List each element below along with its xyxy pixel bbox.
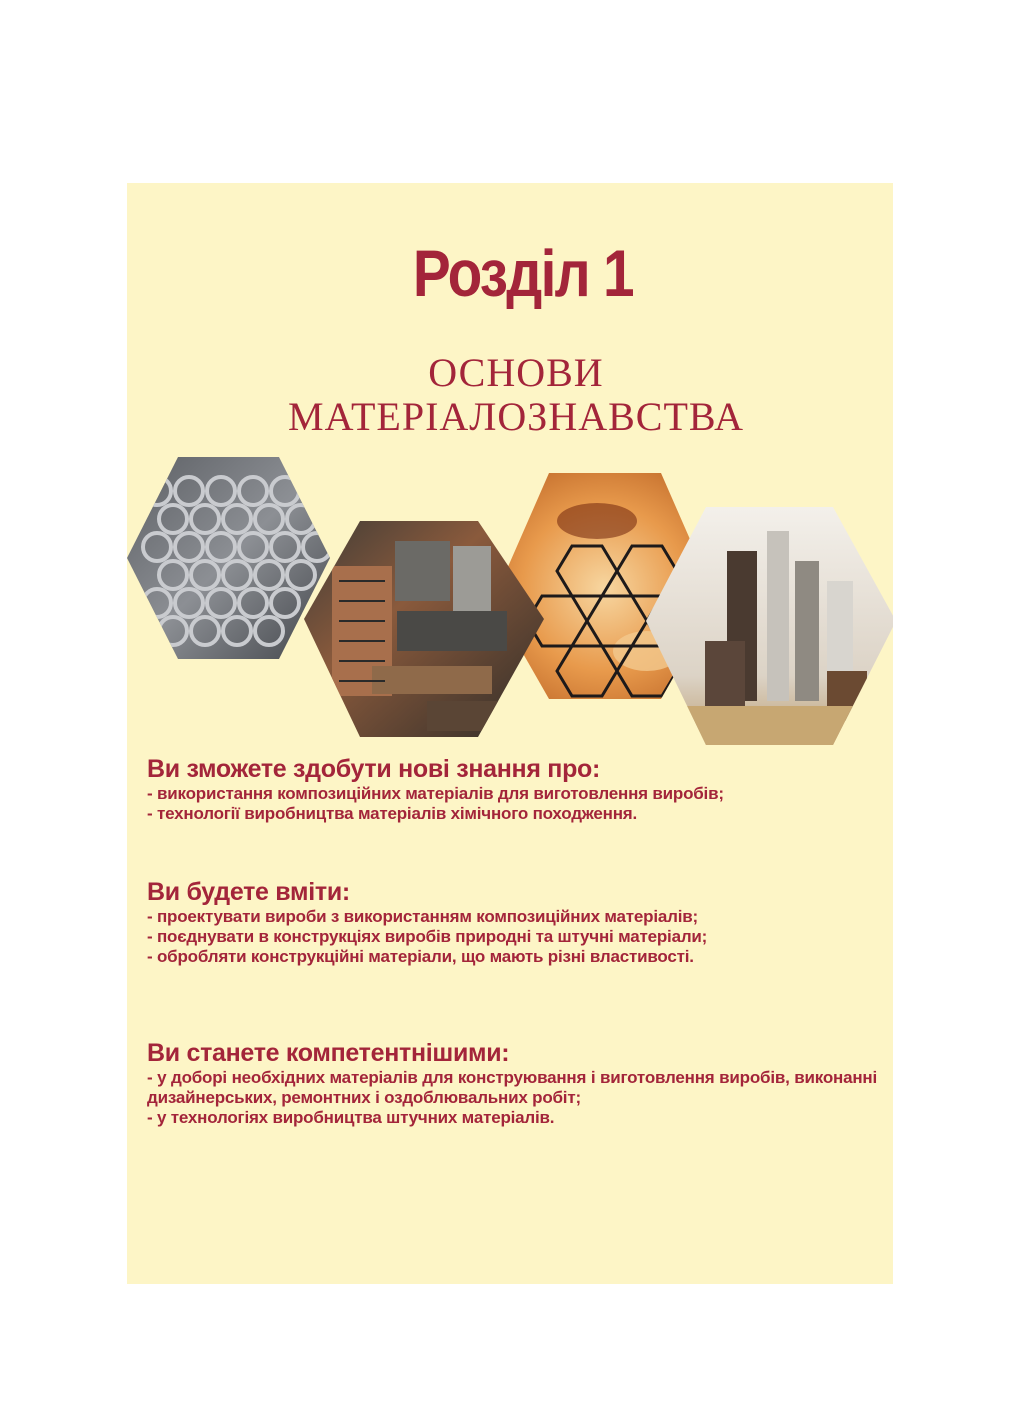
subtitle-line-1: ОСНОВИ: [428, 350, 604, 395]
hexagon-image-collage: [127, 451, 893, 747]
section-heading: Ви зможете здобути нові знання про:: [147, 755, 601, 783]
graphene-lattice-image: [127, 451, 337, 661]
page-panel: [127, 183, 893, 1284]
list-item: - у технологіях виробництва штучних матеріалів.: [147, 1108, 555, 1127]
composite-decking-image: [297, 516, 552, 741]
list-item: - у доборі необхідних матеріалів для конструювання і виготовлення виробів, виконанні дизайнерських, ремонтних і оздоблювальних робіт;: [147, 1068, 877, 1107]
list-item: - обробляти конструкційні матеріали, що мають різні властивості.: [147, 947, 694, 966]
section-knowledge: [147, 755, 877, 824]
subtitle-line-2: МАТЕРІАЛОЗНАВСТВА: [288, 394, 744, 439]
section-heading: Ви станете компетентнішими:: [147, 1039, 510, 1067]
list-item: - використання композиційних матеріалів для виготовлення виробів;: [147, 784, 724, 803]
list-item: - технології виробництва матеріалів хімічного походження.: [147, 804, 638, 823]
chapter-title: Розділ 1: [412, 236, 633, 310]
list-item: - проектувати вироби з використанням композиційних матеріалів;: [147, 907, 698, 926]
section-heading: Ви будете вміти:: [147, 878, 350, 906]
list-item: - поєднувати в конструкціях виробів природні та штучні матеріали;: [147, 927, 708, 946]
section-skills: [147, 878, 877, 967]
section-competences: [147, 1039, 877, 1128]
